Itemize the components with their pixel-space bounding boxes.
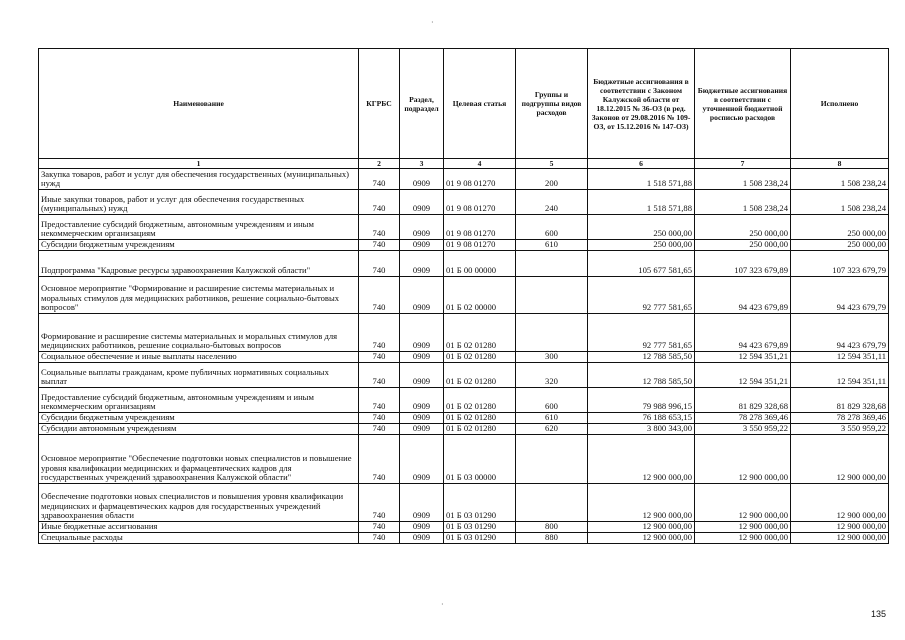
row-target: 01 Б 02 01280 bbox=[444, 363, 516, 388]
row-law: 92 777 581,65 bbox=[588, 314, 695, 352]
row-executed: 12 594 351,11 bbox=[791, 352, 889, 363]
header-kgrbs: КГРБС bbox=[359, 49, 400, 159]
row-executed: 94 423 679,79 bbox=[791, 277, 889, 314]
row-kgrbs: 740 bbox=[359, 484, 400, 522]
row-group bbox=[516, 314, 588, 352]
row-name: Обеспечение подготовки новых специалистов и повышения уровня квалификации медицинских и фармацевтических кадров для государственных учреждений здравоохранения области bbox=[39, 484, 359, 522]
column-number-row bbox=[39, 159, 889, 169]
row-executed: 250 000,00 bbox=[791, 215, 889, 240]
table-row bbox=[39, 277, 889, 314]
header-target: Целевая статья bbox=[444, 49, 516, 159]
row-kgrbs: 740 bbox=[359, 363, 400, 388]
row-refined: 12 900 000,00 bbox=[695, 522, 791, 533]
column-number: 2 bbox=[359, 159, 400, 169]
table-row bbox=[39, 388, 889, 413]
row-executed: 12 900 000,00 bbox=[791, 522, 889, 533]
row-target: 01 Б 02 01280 bbox=[444, 413, 516, 424]
row-target: 01 Б 03 01290 bbox=[444, 484, 516, 522]
row-name: Формирование и расширение системы материальных и моральных стимулов для медицинских работников, решение социально-бытовых вопросов bbox=[39, 314, 359, 352]
row-law: 79 988 996,15 bbox=[588, 388, 695, 413]
row-executed: 12 900 000,00 bbox=[791, 484, 889, 522]
scan-speck: · bbox=[431, 18, 434, 27]
row-executed: 250 000,00 bbox=[791, 240, 889, 251]
row-law: 12 900 000,00 bbox=[588, 435, 695, 484]
row-section: 0909 bbox=[400, 522, 444, 533]
row-group: 200 bbox=[516, 169, 588, 190]
row-name: Закупка товаров, работ и услуг для обеспечения государственных (муниципальных) нужд bbox=[39, 169, 359, 190]
row-refined: 81 829 328,68 bbox=[695, 388, 791, 413]
row-name: Субсидии бюджетным учреждениям bbox=[39, 413, 359, 424]
row-refined: 250 000,00 bbox=[695, 215, 791, 240]
row-executed: 12 900 000,00 bbox=[791, 435, 889, 484]
row-executed: 12 594 351,11 bbox=[791, 363, 889, 388]
row-group: 620 bbox=[516, 424, 588, 435]
row-target: 01 Б 02 01280 bbox=[444, 314, 516, 352]
row-target: 01 9 08 01270 bbox=[444, 190, 516, 215]
row-section: 0909 bbox=[400, 277, 444, 314]
row-law: 105 677 581,65 bbox=[588, 251, 695, 277]
header-name: Наименование bbox=[39, 49, 359, 159]
row-refined: 1 508 238,24 bbox=[695, 169, 791, 190]
row-refined: 94 423 679,89 bbox=[695, 277, 791, 314]
row-refined: 78 278 369,46 bbox=[695, 413, 791, 424]
row-name: Социальные выплаты гражданам, кроме публичных нормативных социальных выплат bbox=[39, 363, 359, 388]
row-kgrbs: 740 bbox=[359, 388, 400, 413]
row-kgrbs: 740 bbox=[359, 215, 400, 240]
row-group bbox=[516, 435, 588, 484]
table-row bbox=[39, 251, 889, 277]
row-section: 0909 bbox=[400, 251, 444, 277]
row-law: 250 000,00 bbox=[588, 240, 695, 251]
row-target: 01 Б 02 01280 bbox=[444, 388, 516, 413]
row-section: 0909 bbox=[400, 413, 444, 424]
row-section: 0909 bbox=[400, 169, 444, 190]
row-target: 01 9 08 01270 bbox=[444, 215, 516, 240]
row-kgrbs: 740 bbox=[359, 314, 400, 352]
row-law: 12 788 585,50 bbox=[588, 352, 695, 363]
table-row bbox=[39, 190, 889, 215]
row-law: 92 777 581,65 bbox=[588, 277, 695, 314]
row-target: 01 9 08 01270 bbox=[444, 169, 516, 190]
row-section: 0909 bbox=[400, 424, 444, 435]
row-target: 01 Б 03 01290 bbox=[444, 522, 516, 533]
page-number: 135 bbox=[870, 609, 886, 619]
table-row bbox=[39, 215, 889, 240]
row-group: 600 bbox=[516, 215, 588, 240]
row-kgrbs: 740 bbox=[359, 522, 400, 533]
row-name: Подпрограмма "Кадровые ресурсы здравоохранения Калужской области" bbox=[39, 251, 359, 277]
header-refined: Бюджетные ассигнования в соответствии с уточненной бюджетной росписью расходов bbox=[695, 49, 791, 159]
row-group: 320 bbox=[516, 363, 588, 388]
header-section: Раздел, подраздел bbox=[400, 49, 444, 159]
row-name: Основное мероприятие "Формирование и расширение системы материальных и моральных стимулов для медицинских работников, решение социально-бытовых вопросов" bbox=[39, 277, 359, 314]
header-executed: Исполнено bbox=[791, 49, 889, 159]
row-refined: 107 323 679,89 bbox=[695, 251, 791, 277]
row-law: 3 800 343,00 bbox=[588, 424, 695, 435]
row-kgrbs: 740 bbox=[359, 352, 400, 363]
row-kgrbs: 740 bbox=[359, 240, 400, 251]
header-group: Группы и подгруппы видов расходов bbox=[516, 49, 588, 159]
row-section: 0909 bbox=[400, 484, 444, 522]
row-section: 0909 bbox=[400, 533, 444, 544]
row-group: 600 bbox=[516, 388, 588, 413]
row-executed: 3 550 959,22 bbox=[791, 424, 889, 435]
row-kgrbs: 740 bbox=[359, 533, 400, 544]
table-row bbox=[39, 413, 889, 424]
row-refined: 3 550 959,22 bbox=[695, 424, 791, 435]
row-executed: 12 900 000,00 bbox=[791, 533, 889, 544]
table-header-row bbox=[39, 49, 889, 159]
row-refined: 12 900 000,00 bbox=[695, 435, 791, 484]
row-refined: 12 900 000,00 bbox=[695, 484, 791, 522]
row-section: 0909 bbox=[400, 215, 444, 240]
row-executed: 81 829 328,68 bbox=[791, 388, 889, 413]
row-group bbox=[516, 251, 588, 277]
row-kgrbs: 740 bbox=[359, 435, 400, 484]
row-name: Иные закупки товаров, работ и услуг для обеспечения государственных (муниципальных) нужд bbox=[39, 190, 359, 215]
row-kgrbs: 740 bbox=[359, 277, 400, 314]
row-group: 610 bbox=[516, 413, 588, 424]
row-section: 0909 bbox=[400, 314, 444, 352]
header-law: Бюджетные ассигнования в соответствии с Законом Калужской области от 18.12.2015 № 36-ОЗ (в ред. Законов от 29.08.2016 № 109-ОЗ, от 15.12.2016 № 147-ОЗ) bbox=[588, 49, 695, 159]
row-section: 0909 bbox=[400, 190, 444, 215]
row-refined: 250 000,00 bbox=[695, 240, 791, 251]
row-kgrbs: 740 bbox=[359, 424, 400, 435]
column-number: 3 bbox=[400, 159, 444, 169]
row-group bbox=[516, 484, 588, 522]
table-row bbox=[39, 484, 889, 522]
row-kgrbs: 740 bbox=[359, 413, 400, 424]
table-row bbox=[39, 169, 889, 190]
row-target: 01 Б 03 00000 bbox=[444, 435, 516, 484]
column-number: 1 bbox=[39, 159, 359, 169]
table-row bbox=[39, 424, 889, 435]
column-number: 8 bbox=[791, 159, 889, 169]
row-target: 01 9 08 01270 bbox=[444, 240, 516, 251]
row-target: 01 Б 02 01280 bbox=[444, 424, 516, 435]
column-number: 7 bbox=[695, 159, 791, 169]
row-law: 12 788 585,50 bbox=[588, 363, 695, 388]
row-law: 12 900 000,00 bbox=[588, 484, 695, 522]
row-executed: 107 323 679,79 bbox=[791, 251, 889, 277]
row-group: 880 bbox=[516, 533, 588, 544]
table-row bbox=[39, 314, 889, 352]
row-executed: 94 423 679,79 bbox=[791, 314, 889, 352]
row-refined: 12 594 351,21 bbox=[695, 352, 791, 363]
table-row bbox=[39, 363, 889, 388]
row-target: 01 Б 03 01290 bbox=[444, 533, 516, 544]
row-kgrbs: 740 bbox=[359, 169, 400, 190]
row-name: Предоставление субсидий бюджетным, автономным учреждениям и иным некоммерческим организациям bbox=[39, 215, 359, 240]
table-row bbox=[39, 533, 889, 544]
row-group: 610 bbox=[516, 240, 588, 251]
row-section: 0909 bbox=[400, 352, 444, 363]
row-group: 800 bbox=[516, 522, 588, 533]
row-section: 0909 bbox=[400, 240, 444, 251]
row-name: Основное мероприятие "Обеспечение подготовки новых специалистов и повышение уровня квалификации медицинских и фармацевтических кадров для государственных учреждений здравоохранения Калужской области" bbox=[39, 435, 359, 484]
row-executed: 1 508 238,24 bbox=[791, 190, 889, 215]
row-refined: 94 423 679,89 bbox=[695, 314, 791, 352]
row-group: 300 bbox=[516, 352, 588, 363]
row-target: 01 Б 00 00000 bbox=[444, 251, 516, 277]
row-name: Субсидии автономным учреждениям bbox=[39, 424, 359, 435]
row-kgrbs: 740 bbox=[359, 190, 400, 215]
row-law: 12 900 000,00 bbox=[588, 522, 695, 533]
column-number: 6 bbox=[588, 159, 695, 169]
column-number: 4 bbox=[444, 159, 516, 169]
row-name: Иные бюджетные ассигнования bbox=[39, 522, 359, 533]
column-number: 5 bbox=[516, 159, 588, 169]
row-kgrbs: 740 bbox=[359, 251, 400, 277]
scan-speck: · bbox=[441, 600, 444, 609]
row-target: 01 Б 02 01280 bbox=[444, 352, 516, 363]
row-name: Предоставление субсидий бюджетным, автономным учреждениям и иным некоммерческим организациям bbox=[39, 388, 359, 413]
row-group bbox=[516, 277, 588, 314]
row-executed: 1 508 238,24 bbox=[791, 169, 889, 190]
budget-table bbox=[38, 48, 889, 544]
row-name: Социальное обеспечение и иные выплаты населению bbox=[39, 352, 359, 363]
row-refined: 12 594 351,21 bbox=[695, 363, 791, 388]
row-law: 12 900 000,00 bbox=[588, 533, 695, 544]
row-section: 0909 bbox=[400, 388, 444, 413]
row-target: 01 Б 02 00000 bbox=[444, 277, 516, 314]
table-row bbox=[39, 352, 889, 363]
row-law: 1 518 571,88 bbox=[588, 169, 695, 190]
row-section: 0909 bbox=[400, 435, 444, 484]
row-law: 1 518 571,88 bbox=[588, 190, 695, 215]
row-name: Субсидии бюджетным учреждениям bbox=[39, 240, 359, 251]
row-refined: 12 900 000,00 bbox=[695, 533, 791, 544]
table-row bbox=[39, 435, 889, 484]
table-row bbox=[39, 522, 889, 533]
row-executed: 78 278 369,46 bbox=[791, 413, 889, 424]
row-section: 0909 bbox=[400, 363, 444, 388]
row-name: Специальные расходы bbox=[39, 533, 359, 544]
row-refined: 1 508 238,24 bbox=[695, 190, 791, 215]
table-row bbox=[39, 240, 889, 251]
row-law: 250 000,00 bbox=[588, 215, 695, 240]
row-law: 76 188 653,15 bbox=[588, 413, 695, 424]
row-group: 240 bbox=[516, 190, 588, 215]
